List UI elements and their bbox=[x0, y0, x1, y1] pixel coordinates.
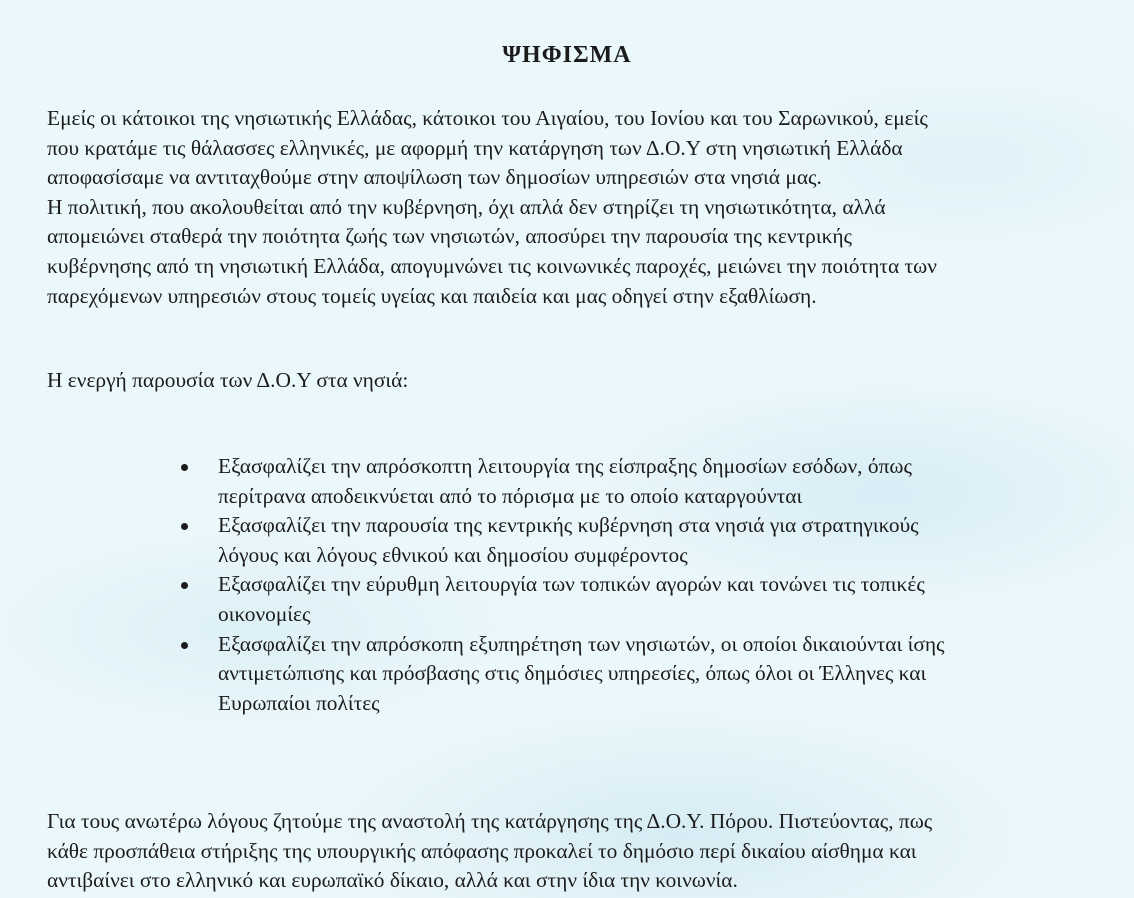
bullet-dot-icon bbox=[181, 582, 188, 589]
closing-line: αντιβαίνει στο ελληνικό και ευρωπαϊκό δίκαιο, αλλά και στην ίδια την κοινωνία. bbox=[47, 868, 738, 893]
presence-heading-text: Η ενεργή παρουσία των Δ.Ο.Υ στα νησιά: bbox=[47, 368, 409, 392]
bullet-line: Εξασφαλίζει την απρόσκοπτη λειτουργία της είσπραξης δημοσίων εσόδων, όπως bbox=[218, 454, 912, 478]
intro-line: κυβέρνησης από τη νησιωτική Ελλάδα, απογυμνώνει τις κοινωνικές παροχές, μειώνει την ποιότητα των bbox=[47, 253, 937, 278]
intro-line: Εμείς οι κάτοικοι της νησιωτικής Ελλάδας, κάτοικοι του Αιγαίου, του Ιονίου και του Σαρωνικού, εμείς bbox=[47, 106, 928, 130]
bullet-item bbox=[168, 630, 1108, 719]
bullet-item bbox=[168, 452, 1108, 511]
presence-heading bbox=[47, 366, 1117, 396]
closing-paragraph bbox=[47, 807, 1117, 896]
bullet-line: Ευρωπαίοι πολίτες bbox=[218, 690, 380, 715]
intro-line: αποφασίσαμε να αντιταχθούμε στην αποψίλωση των δημοσίων υπηρεσιών στα νησιά μας. bbox=[47, 165, 822, 190]
bullet-line: περίτρανα αποδεικνύεται από το πόρισμα με το οποίο καταργούνται bbox=[218, 483, 803, 508]
bullet-dot-icon bbox=[181, 642, 188, 649]
bullet-line: αντιμετώπισης και πρόσβασης στις δημόσιες υπηρεσίες, όπως όλοι οι Έλληνες και bbox=[218, 661, 927, 686]
bullet-line: Εξασφαλίζει την εύρυθμη λειτουργία των τοπικών αγορών και τονώνει τις τοπικές bbox=[218, 572, 925, 597]
closing-line: Για τους ανωτέρω λόγους ζητούμε της αναστολή της κατάργησης της Δ.Ο.Υ. Πόρου. Πιστεύοντας, πως bbox=[47, 809, 933, 833]
intro-line: παρεχόμενων υπηρεσιών στους τομείς υγείας και παιδεία και μας οδηγεί στην εξαθλίωση. bbox=[47, 283, 817, 308]
intro-line: απομειώνει σταθερά την ποιότητα ζωής των νησιωτών, αποσύρει την παρουσία της κεντρικής bbox=[47, 224, 853, 249]
intro-paragraph bbox=[47, 104, 1117, 311]
bullet-line: Εξασφαλίζει την παρουσία της κεντρικής κυβέρνηση στα νησιά για στρατηγικούς bbox=[218, 513, 919, 538]
bullet-item bbox=[168, 570, 1108, 629]
closing-line: κάθε προσπάθεια στήριξης της υπουργικής απόφασης προκαλεί το δημόσιο περί δικαίου αίσθημα και bbox=[47, 838, 917, 863]
document-title: ΨΗΦΙΣΜΑ bbox=[502, 42, 632, 68]
bullet-dot-icon bbox=[181, 464, 188, 471]
bullet-line: λόγους και λόγους εθνικού και δημοσίου συμφέροντος bbox=[218, 542, 688, 567]
bullet-line: Εξασφαλίζει την απρόσκοπη εξυπηρέτηση των νησιωτών, οι οποίοι δικαιούνται ίσης bbox=[218, 631, 945, 656]
intro-line: Η πολιτική, που ακολουθείται από την κυβέρνηση, όχι απλά δεν στηρίζει τη νησιωτικότητα, αλλά bbox=[47, 194, 886, 219]
bullet-line: οικονομίες bbox=[218, 601, 311, 626]
bullet-item bbox=[168, 511, 1108, 570]
intro-line: που κρατάμε τις θάλασσες ελληνικές, με αφορμή την κατάργηση των Δ.Ο.Υ στη νησιωτική Ελλάδα bbox=[47, 135, 903, 160]
benefits-bullet-list bbox=[168, 452, 1108, 718]
bullet-dot-icon bbox=[181, 523, 188, 530]
